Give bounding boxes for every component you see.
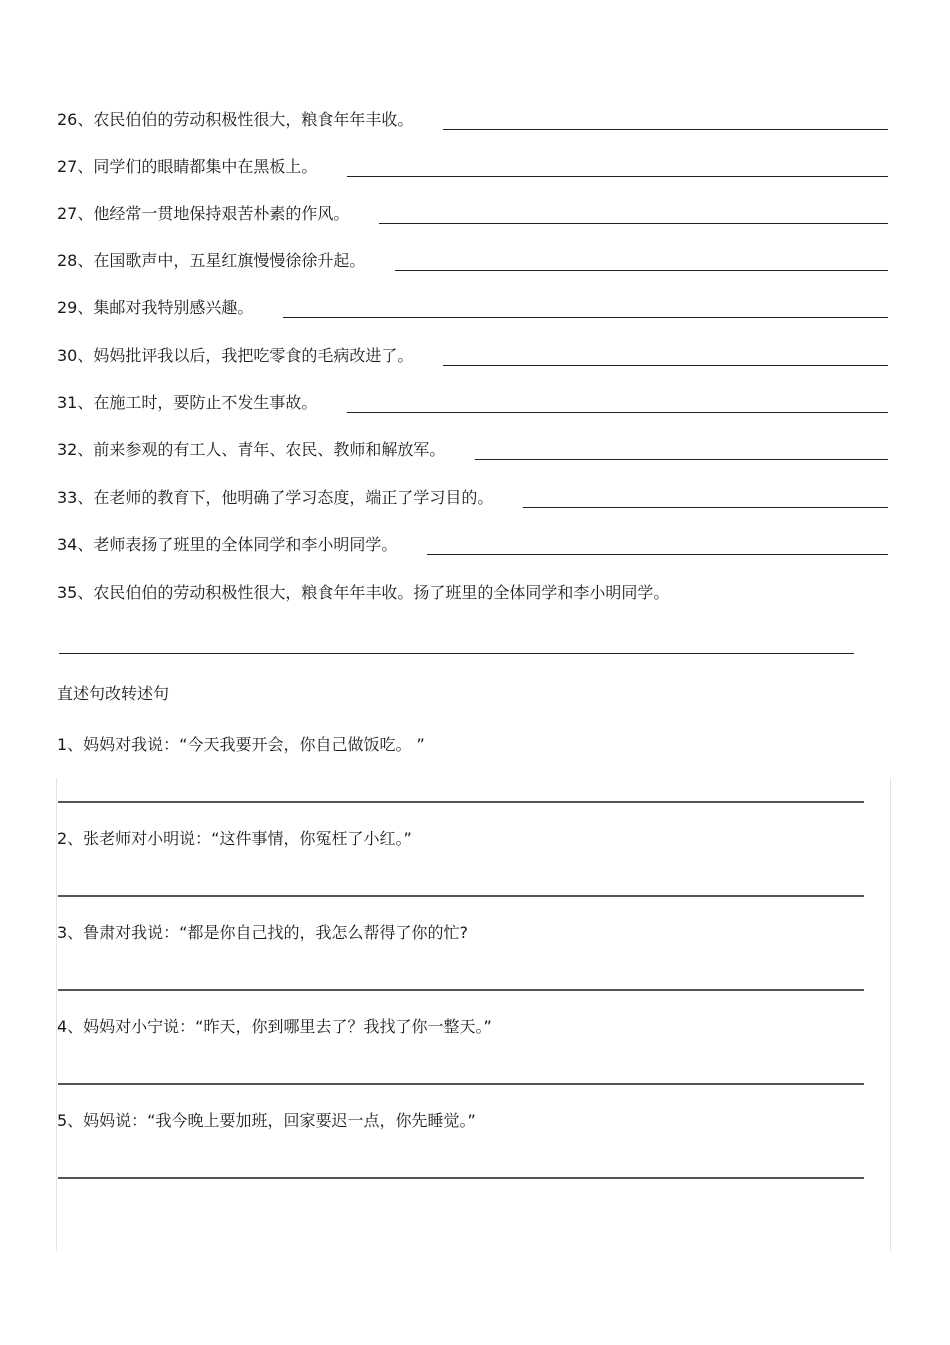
reported-question-1: 1、妈妈对我说：“今天我要开会，你自己做饭吃。 ” <box>57 735 425 754</box>
reported-question-5: 5、妈妈说：“我今晚上要加班，回家要迟一点，你先睡觉。” <box>57 1111 476 1130</box>
reported-question-3: 3、鲁肃对我说：“都是你自己找的，我怎么帮得了你的忙? <box>57 923 468 942</box>
question-27b <box>57 200 888 224</box>
question-27a <box>57 153 888 177</box>
question-text: 27、同学们的眼睛都集中在黑板上。 <box>57 157 318 176</box>
question-text: 30、妈妈批评我以后，我把吃零食的毛病改进了。 <box>57 346 414 365</box>
question-text: 29、集邮对我特别感兴趣。 <box>57 298 254 317</box>
question-text: 34、老师表扬了班里的全体同学和李小明同学。 <box>57 535 398 554</box>
answer-line[interactable] <box>58 1177 864 1179</box>
answer-line[interactable] <box>58 1083 864 1085</box>
question-29 <box>57 294 888 318</box>
answer-line[interactable] <box>443 347 888 366</box>
reported-question-2: 2、张老师对小明说：“这件事情，你冤枉了小红。” <box>57 829 412 848</box>
answer-line[interactable] <box>58 895 864 897</box>
answer-line[interactable] <box>395 252 888 271</box>
question-28 <box>57 247 888 271</box>
answer-line[interactable] <box>58 989 864 991</box>
question-text: 33、在老师的教育下，他明确了学习态度，端正了学习目的。 <box>57 488 494 507</box>
question-31 <box>57 389 888 413</box>
frame-right-border <box>890 778 891 1251</box>
section-title: 直述句改转述句 <box>57 684 170 703</box>
answer-line[interactable] <box>283 299 888 318</box>
question-text: 31、在施工时，要防止不发生事故。 <box>57 393 318 412</box>
answer-line[interactable] <box>443 111 888 130</box>
question-32 <box>57 436 888 460</box>
answer-line[interactable] <box>427 536 888 555</box>
question-text: 26、农民伯伯的劳动积极性很大，粮食年年丰收。 <box>57 110 414 129</box>
question-33 <box>57 484 888 508</box>
answer-line[interactable] <box>379 205 888 224</box>
question-30 <box>57 342 888 366</box>
question-text: 32、前来参观的有工人、青年、农民、教师和解放军。 <box>57 440 446 459</box>
answer-line[interactable] <box>523 489 888 508</box>
question-26 <box>57 106 888 130</box>
answer-line[interactable] <box>347 158 888 177</box>
question-34 <box>57 531 888 555</box>
answer-line[interactable] <box>58 801 864 803</box>
question-35: 35、农民伯伯的劳动积极性很大，粮食年年丰收。扬了班里的全体同学和李小明同学。 <box>57 583 670 602</box>
question-text: 28、在国歌声中，五星红旗慢慢徐徐升起。 <box>57 251 366 270</box>
reported-question-4: 4、妈妈对小宁说：“昨天，你到哪里去了？我找了你一整天。” <box>57 1017 492 1036</box>
answer-line[interactable] <box>59 653 854 654</box>
question-text: 27、他经常一贯地保持艰苦朴素的作风。 <box>57 204 350 223</box>
answer-line[interactable] <box>347 394 888 413</box>
answer-line[interactable] <box>475 441 888 460</box>
